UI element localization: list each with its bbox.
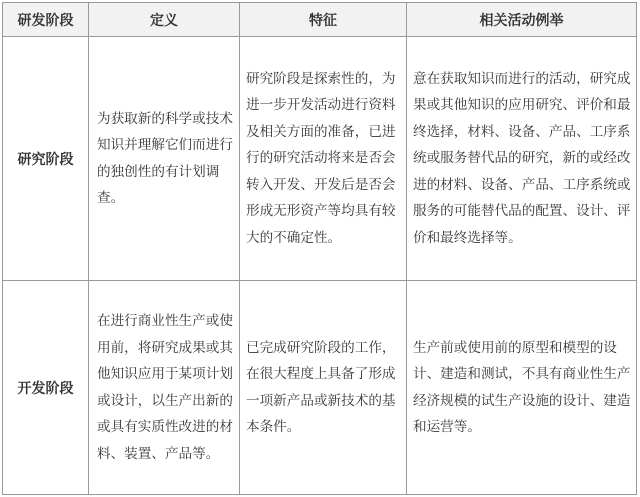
feature-development: 已完成研究阶段的工作，在很大程度上具备了形成一项新产品或新技术的基本条件。 <box>240 281 407 495</box>
stage-name-research: 研究阶段 <box>3 37 89 281</box>
definition-development: 在进行商业性生产或使用前，将研究成果或其他知识应用于某项计划或设计，以生产出新的或具有实质性改进的材料、装置、产品等。 <box>89 281 240 495</box>
definition-research: 为获取新的科学或技术知识并理解它们而进行的独创性的有计划调查。 <box>89 37 240 281</box>
header-stage: 研发阶段 <box>3 3 89 37</box>
stage-name-development: 开发阶段 <box>3 281 89 495</box>
table-row-research <box>3 37 637 281</box>
examples-development: 生产前或使用前的原型和模型的设计、建造和测试，不具有商业性生产经济规模的试生产设施的设计、建造和运营等。 <box>407 281 637 495</box>
examples-research: 意在获取知识而进行的活动，研究成果或其他知识的应用研究、评价和最终选择，材料、设备、产品、工序系统或服务替代品的研究，新的或经改进的材料、设备、产品、工序系统或服务的可能替代品的配置、设计、评价和最终选择等。 <box>407 37 637 281</box>
header-feature: 特征 <box>240 3 407 37</box>
header-definition: 定义 <box>89 3 240 37</box>
feature-research: 研究阶段是探索性的，为进一步开发活动进行资料及相关方面的准备，已进行的研究活动将来是否会转入开发、开发后是否会形成无形资产等均具有较大的不确定性。 <box>240 37 407 281</box>
table-header-row <box>3 3 637 37</box>
rd-stage-table <box>2 2 637 495</box>
header-examples: 相关活动例举 <box>407 3 637 37</box>
table-row-development <box>3 281 637 495</box>
